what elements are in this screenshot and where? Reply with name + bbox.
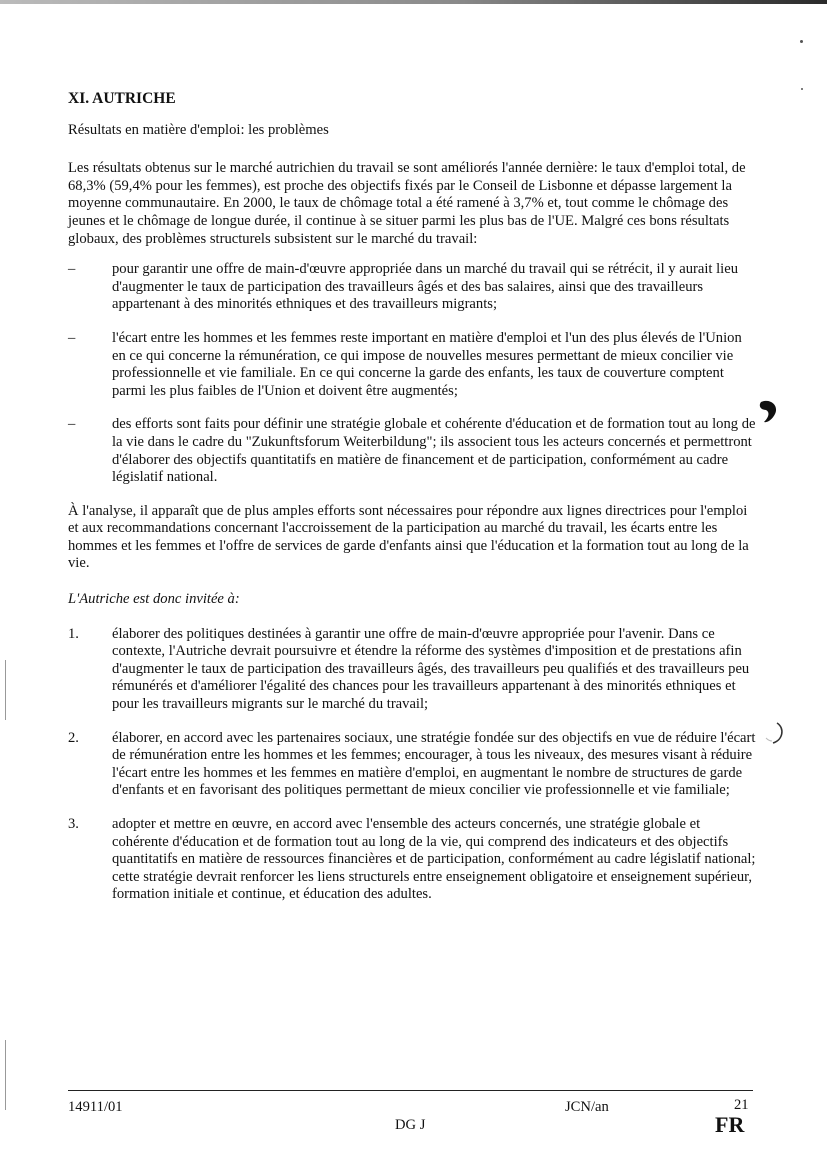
- dash-marker: –: [68, 416, 76, 433]
- page-top-border: [0, 0, 827, 4]
- list-item: [68, 626, 758, 714]
- list-item: [68, 816, 758, 904]
- recommendations-list: [68, 626, 758, 904]
- number-marker: 1.: [68, 625, 79, 642]
- dash-marker: –: [68, 261, 76, 278]
- list-item: [68, 416, 758, 486]
- problems-list: [68, 261, 758, 487]
- scan-margin-line: [5, 660, 6, 720]
- document-code: 14911/01: [68, 1099, 123, 1115]
- list-item-text: l'écart entre les hommes et les femmes reste important en matière d'emploi et l'un des plus élevés de l'Union en ce qui concerne la rémunération, ce qui impose de nouvelles mesures permettant de mieux concilier vie professionnelle et vie familiale. En ce qui concerne la garde des enfants, les taux de couverture comptent parmi les plus faibles de l'Union et doivent être augmentés;: [112, 329, 742, 399]
- list-item-text: élaborer des politiques destinées à garantir une offre de main-d'œuvre appropriée pour l'avenir. Dans ce contexte, l'Autriche devrait poursuivre et étendre la réforme des systèmes d'imposition et de prestations afin d'augmenter le taux de participation des travailleurs âgés, des travailleurs peu qualifiés et des travailleurs peu rémunérés et d'améliorer l'égalité des chances pour les travailleurs appartenant à des minorités ethniques et pour les travailleurs migrants sur le marché du travail;: [112, 625, 750, 713]
- list-item: [68, 330, 758, 400]
- author-initials: JCN/an: [565, 1099, 609, 1115]
- list-item: [68, 730, 758, 800]
- document-body: [68, 90, 758, 920]
- list-item-text: des efforts sont faits pour définir une stratégie globale et cohérente d'éducation et de formation tout au long de la vie dans le cadre du "Zukunftsforum Weiterbildung"; ils associent tous les acteurs concernés et permettront d'élaborer des objectifs quantitatifs en matière de financement et de participation, conformément au cadre législatif national.: [112, 416, 756, 486]
- list-item-text: pour garantir une offre de main-d'œuvre appropriée dans un marché du travail qui se rétrécit, il y aurait lieu d'augmenter le taux de participation des travailleurs âgés et des bas salaires, ainsi que des travailleurs appartenant à des minorités ethniques et des travailleurs migrants;: [112, 261, 738, 313]
- scan-speck: [801, 88, 803, 90]
- number-marker: 3.: [68, 816, 79, 832]
- section-subheading: Résultats en matière d'emploi: les problèmes: [68, 121, 329, 138]
- department-label: DG J: [395, 1117, 426, 1133]
- binding-hole-mark: [757, 398, 779, 424]
- dash-marker: –: [68, 329, 76, 346]
- analysis-paragraph: À l'analyse, il apparaît que de plus amples efforts sont nécessaires pour répondre aux lignes directrices pour l'emploi et aux recommandations concernant l'accroissement de la participation au marché du travail, les écarts entre les hommes et les femmes et l'offre de services de garde d'enfants ainsi que l'éducation et la formation tout au long de la vie.: [68, 502, 749, 572]
- binding-hole-mark: [763, 720, 787, 746]
- invitation-line: L'Autriche est donc invitée à:: [68, 591, 240, 608]
- list-item-text: élaborer, en accord avec les partenaires sociaux, une stratégie fondée sur des objectifs en vue de réduire l'écart de rémunération entre les hommes et les femmes; encourager, à tous les niveaux, des mesures visant à réduire l'écart entre les hommes et les femmes en matière d'emploi, en augmentant le nombre de structures de garde d'enfants et en favorisant des politiques permettant de mieux concilier vie professionnelle et vie familiale;: [112, 729, 756, 799]
- number-marker: 2.: [68, 729, 79, 746]
- scan-speck: [800, 40, 803, 43]
- scan-margin-line: [5, 1040, 6, 1110]
- section-heading: XI. AUTRICHE: [68, 90, 176, 107]
- page-number: 21: [734, 1097, 749, 1113]
- language-code: FR: [715, 1112, 745, 1137]
- list-item-text: adopter et mettre en œuvre, en accord avec l'ensemble des acteurs concernés, une stratégie globale et cohérente d'éducation et de formation tout au long de la vie, qui comprend des indicateurs et des objectifs quantitatifs en matière de ressources financières et de participation, conformément au cadre législatif national; cette stratégie devrait renforcer les liens structurels entre enseignement obligatoire et enseignement supérieur, formation initiale et continue, et éducation des adultes.: [112, 816, 756, 903]
- footer-divider: [68, 1090, 753, 1091]
- list-item: [68, 261, 758, 314]
- intro-paragraph: Les résultats obtenus sur le marché autrichien du travail se sont améliorés l'année dernière: le taux d'emploi total, de 68,3% (59,4% pour les femmes), est proche des objectifs fixés par le Conseil de Lisbonne et dépasse largement la moyenne communautaire. En 2000, le taux de chômage total a été ramené à 3,7% et, tout comme le chômage des jeunes et le chômage de longue durée, il continue à se situer parmi les plus bas de l'UE. Malgré ces bons résultats globaux, des problèmes structurels subsistent sur le marché du travail:: [68, 160, 746, 247]
